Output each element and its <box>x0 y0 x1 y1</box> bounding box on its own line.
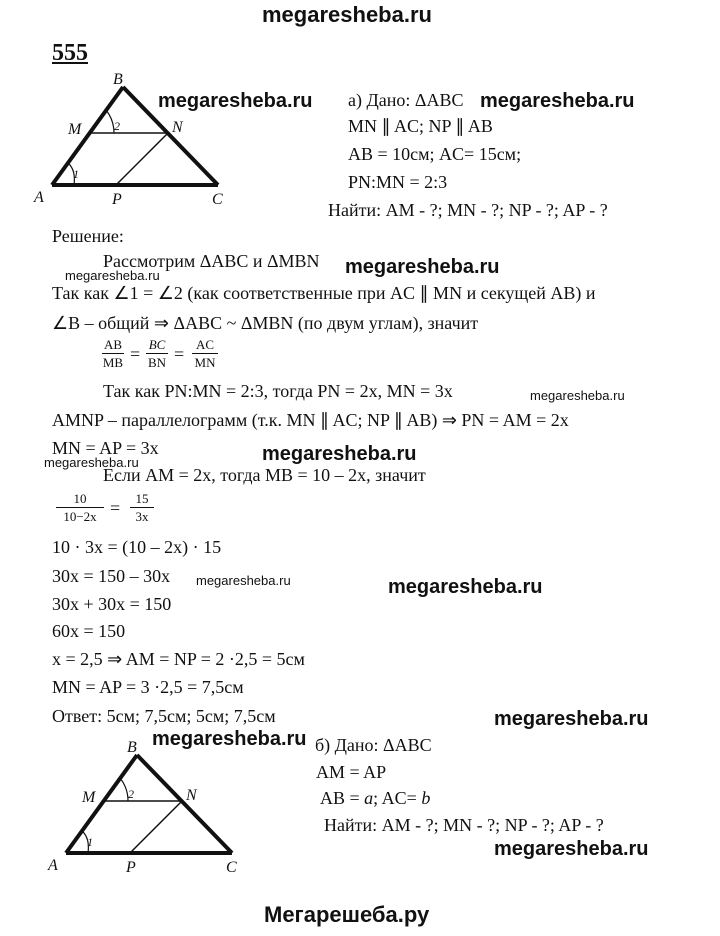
watermark-small: megaresheba.ru <box>65 268 160 283</box>
part-a-given-title: а) Дано: ΔABC <box>348 90 464 110</box>
label-p: P <box>126 859 136 876</box>
equals-sign: = <box>130 344 141 364</box>
part-b-find: Найти: AM - ?; MN - ?; NP - ?; AP - ? <box>324 815 604 835</box>
part-a-given-1: MN ∥ AC; NP ∥ AB <box>348 116 493 136</box>
side-bc <box>137 755 232 853</box>
solution-line-13: MN = AP = 3 ·2,5 = 7,5см <box>52 677 244 697</box>
segment-np <box>116 133 168 185</box>
fraction-bar <box>56 507 104 508</box>
footer-site-name: Мегарешеба.ру <box>264 902 430 927</box>
part-b-given-2-prefix: AB = <box>320 788 365 808</box>
label-n: N <box>172 119 183 136</box>
fraction-numerator: AC <box>195 337 215 352</box>
fraction-ab-mb <box>102 337 124 370</box>
watermark-top: megaresheba.ru <box>262 2 432 27</box>
solution-heading: Решение: <box>52 226 124 246</box>
label-angle-1: 1 <box>73 167 79 181</box>
equals-sign: = <box>110 498 121 518</box>
watermark: megaresheba.ru <box>480 90 635 112</box>
watermark-small: megaresheba.ru <box>530 388 625 403</box>
solution-line-11: 60x = 150 <box>52 621 126 641</box>
side-ab <box>66 755 137 853</box>
solution-line-10: 30x + 30x = 150 <box>52 594 172 614</box>
answer: Ответ: 5см; 7,5см; 5см; 7,5см <box>52 706 276 726</box>
fraction-10-over-10-2x <box>56 491 104 524</box>
label-p: P <box>112 191 122 208</box>
watermark: megaresheba.ru <box>152 728 307 750</box>
fraction-numerator: 10 <box>73 491 87 506</box>
fraction-bar <box>146 353 168 354</box>
variable-a: a <box>364 788 374 808</box>
solution-line-4: Так как PN:MN = 2:3, тогда PN = 2x, MN = 3x <box>103 381 453 401</box>
fraction-denominator: MB <box>102 355 124 370</box>
fraction-denominator: MN <box>194 355 216 370</box>
label-m: M <box>82 789 96 806</box>
label-b: B <box>127 740 137 756</box>
part-a-given-2: AB = 10см; AC= 15см; <box>348 144 522 164</box>
part-b-given-1: AM = AP <box>316 762 387 782</box>
solution-line-12: x = 2,5 ⇒ AM = NP = 2 ·2,5 = 5см <box>52 649 305 669</box>
solution-line-6: MN = AP = 3x <box>52 438 159 458</box>
angle-2-arc <box>106 110 114 133</box>
label-b: B <box>113 72 123 88</box>
watermark: megaresheba.ru <box>494 708 649 730</box>
label-c: C <box>212 191 223 208</box>
problem-number: 555 <box>52 40 88 66</box>
part-a-given-3: PN:MN = 2:3 <box>348 172 448 192</box>
part-a-find: Найти: AM - ?; MN - ?; NP - ?; AP - ? <box>328 200 608 220</box>
fraction-denominator: BN <box>147 355 167 370</box>
fraction-bc-bn <box>146 337 168 370</box>
fraction-denominator: 3x <box>135 509 149 524</box>
label-n: N <box>186 787 197 804</box>
angle-2-arc <box>120 778 128 801</box>
fraction-denominator: 10−2x <box>63 509 97 524</box>
watermark-small: megaresheba.ru <box>44 455 139 470</box>
fraction-bar <box>192 353 218 354</box>
solution-line-2: Так как ∠1 = ∠2 (как соответственные при AC ∥ MN и секущей AB) и <box>52 283 596 303</box>
fraction-numerator: 15 <box>135 491 149 506</box>
variable-b: b <box>421 788 431 808</box>
solution-line-9: 30x = 150 – 30x <box>52 566 171 586</box>
part-b-given-title: б) Дано: ΔABC <box>315 735 432 755</box>
solution-line-8: 10 · 3x = (10 – 2x) · 15 <box>52 537 222 557</box>
fraction-15-over-3x <box>130 491 154 524</box>
fraction-bar <box>130 507 154 508</box>
fraction-bar <box>102 353 124 354</box>
fraction-numerator: BC <box>148 337 166 352</box>
watermark: megaresheba.ru <box>262 443 417 465</box>
watermark-small: megaresheba.ru <box>196 573 291 588</box>
label-angle-1: 1 <box>87 835 93 849</box>
solution-line-3: ∠B – общий ⇒ ΔABC ~ ΔMBN (по двум углам), значит <box>52 313 479 333</box>
equals-sign: = <box>174 344 185 364</box>
part-b-given-2 <box>320 788 430 809</box>
label-c: C <box>226 859 237 876</box>
side-ab <box>52 87 123 185</box>
fraction-ac-mn <box>192 337 218 370</box>
part-b-given-2-middle: ; AC= <box>373 788 422 808</box>
watermark: megaresheba.ru <box>388 576 543 598</box>
segment-np <box>130 801 182 853</box>
triangle-figure-b <box>42 740 252 880</box>
label-a: A <box>48 857 58 874</box>
label-a: A <box>34 189 44 206</box>
watermark: megaresheba.ru <box>345 256 500 278</box>
label-angle-2: 2 <box>128 787 134 801</box>
solution-line-7: Если AM = 2x, тогда MB = 10 – 2x, значит <box>103 465 426 485</box>
label-m: M <box>68 121 82 138</box>
solution-line-1: Рассмотрим ΔABC и ΔMBN <box>103 251 320 271</box>
watermark: megaresheba.ru <box>494 838 649 860</box>
label-angle-2: 2 <box>114 119 120 133</box>
watermark: megaresheba.ru <box>158 90 313 112</box>
solution-line-5: AMNP – параллелограмм (т.к. MN ∥ AC; NP ∥ AB) ⇒ PN = AM = 2x <box>52 410 569 430</box>
fraction-numerator: AB <box>103 337 123 352</box>
